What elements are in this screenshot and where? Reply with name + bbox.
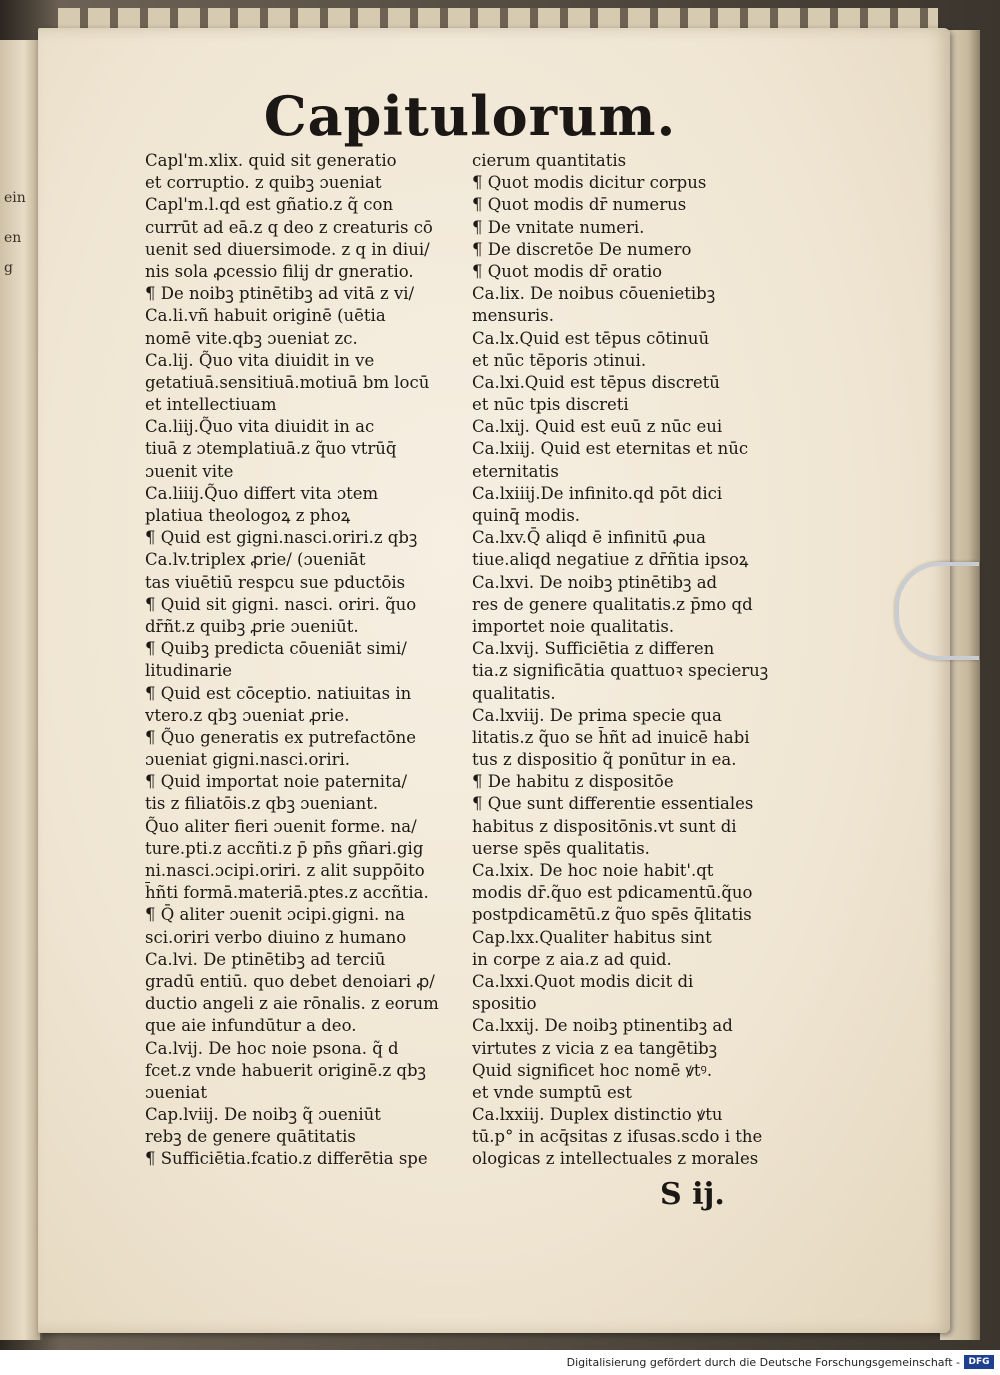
index-line: sci.oriri verbo diuino z humano [145,927,407,947]
page-heading: Capitulorum. [263,84,677,148]
index-line: currūt ad eā.z q deo z creaturis cō [145,217,433,237]
index-line: Ca.lxxij. De noibꝫ ptinentibꝫ ad [472,1016,733,1036]
index-line: ¶ Q̃uo generatis ex putrefactōne [145,727,417,747]
index-line: Ca.lxv.Q̄ aliqd ē infinitū ꝓua [472,528,706,548]
index-line: eternitatis [472,461,559,481]
index-line: importet noie qualitatis. [472,616,675,636]
index-line: Capl'm.xlix. quid sit generatio [145,151,397,170]
index-line: ¶ Que sunt differentie essentiales [472,794,754,814]
index-line: virtutes z vicia z ea tangētibꝫ [472,1038,718,1058]
index-line: getatiuā.sensitiuā.motiuā bm locū [145,372,430,392]
index-line: fcet.z vnde habuerit originē.z qbꝫ [145,1060,426,1080]
margin-fragment: ein [4,190,26,206]
index-line: spositio [472,994,537,1014]
index-line: tū.p° in acq̄sitas z ifusas.scdo i the [472,1127,763,1147]
index-line: ologicas z intellectuales z morales [472,1149,759,1169]
index-line: Cap.lviij. De noibꝫ q̃ ɔueniūt [145,1105,381,1125]
margin-fragment: en [4,230,22,246]
index-line: Ca.lxi.Quid est tēpus discretū [472,372,720,392]
index-line: dr̄ñt.z quibꝫ ꝓrie ɔueniūt. [145,616,359,636]
digitization-footer [0,1350,1000,1375]
index-line: ¶ Quot modis dicitur corpus [472,173,707,193]
index-line: ¶ De vnitate numeri. [472,217,645,237]
index-line: tus z dispositio q̃ ponūtur in ea. [472,750,737,770]
index-line: tiuā z ɔtemplatiuā.z q̃uo vtrūq̄ [145,439,397,459]
index-line: Ca.lvi. De ptinētibꝫ ad terciū [145,949,386,969]
index-line: Ca.lxix. De hoc noie habit'.qt [472,861,714,880]
index-line: platiua theologoꝝ z phoꝝ [145,506,351,525]
index-line: ¶ Sufficiētia.fcatio.z differētia spe [145,1149,428,1169]
index-line: ɔuenit vite [145,461,234,481]
index-line: ɔueniat [145,1082,208,1102]
index-line: et vnde sumptū est [472,1082,632,1102]
index-line: postpdicamētū.z q̃uo spēs q̄litatis [472,905,752,925]
index-line: et nūc tēporis ɔtinui. [472,350,647,370]
index-line: et nūc tpis discreti [472,395,629,415]
index-line: tia.z significātia quattuoꝛ specieruꝫ [472,661,769,681]
index-line: Ca.lxiij. Quid est eternitas et nūc [472,439,749,459]
index-line: habitus z dispositōnis.vt sunt di [472,816,737,836]
right-column [472,150,792,1171]
index-line: ¶ De discretōe De numero [472,239,692,259]
index-line: que aie infundūtur a deo. [145,1016,357,1036]
signature-mark: S ij. [660,1177,725,1212]
index-line: Quid significet hoc nomē ꝟtꝰ. [472,1060,713,1080]
dfg-logo: DFG [964,1355,994,1369]
index-line: Ca.lxvi. De noibꝫ ptinētibꝫ ad [472,572,718,592]
margin-fragment: g [4,260,13,276]
previous-page-edge [0,40,42,1340]
index-line: ductio angeli z aie rōnalis. z eorum [145,994,439,1014]
left-column [145,150,463,1171]
index-line: Ca.lij. Q̃uo vita diuidit in ve [145,350,375,370]
index-line: Ca.liiij.Q̃uo differt vita ɔtem [145,483,379,503]
index-line: ¶ Quid importat noie paternita/ [145,772,408,792]
index-line: h̄ñti formā.materiā.ptes.z accñtia. [145,883,429,903]
index-line: ¶ Quibꝫ predicta cōueniāt simi/ [145,639,407,659]
index-line: rebꝫ de genere quātitatis [145,1127,356,1147]
index-line: Ca.lxxi.Quot modis dicit di [472,971,694,991]
index-line: ¶ De noibꝫ ptinētibꝫ ad vitā z vi/ [145,284,415,304]
index-line: gradū entiū. quo debet denoiari ꝓ/ [145,971,435,991]
index-line: tiue.aliqd negatiue z dr̄ñtia ipsoꝝ [472,550,749,570]
index-line: res de genere qualitatis.z p̄mo qd [472,594,753,614]
index-line: Cap.lxx.Qualiter habitus sint [472,927,712,947]
index-line: modis dr̄.q̃uo est pdicamentū.q̃uo [472,883,753,903]
index-line: litatis.z q̃uo se h̄ñt ad inuicē habi [472,727,750,747]
index-line: ¶ Quid est cōceptio. natiuitas in [145,683,412,703]
index-line: Capl'm.l.qd est gñatio.z q̃ con [145,195,394,215]
index-line: ¶ Quot modis dr̄ numerus [472,195,687,215]
index-line: Ca.lxij. Quid est euū z nūc eui [472,417,723,437]
index-line: Ca.lxiiij.De infinito.qd pōt dici [472,483,723,503]
index-line: ¶ Quot modis dr̄ oratio [472,261,663,281]
index-line: tis z filiatōis.z qbꝫ ɔueniant. [145,794,379,814]
index-line: ɔueniat gigni.nasci.oriri. [145,750,351,770]
paper-clip [895,562,979,660]
index-line: Ca.lv.triplex ꝓrie/ (ɔueniāt [145,550,366,570]
index-line: Ca.lxvij. Sufficiētia z differen [472,639,715,659]
footer-credit: Digitalisierung gefördert durch die Deutsche Forschungsgemeinschaft - [566,1356,960,1369]
index-line: uenit sed diuersimode. z q in diui/ [145,239,430,259]
index-line: Ca.lvij. De hoc noie psona. q̃ d [145,1038,399,1058]
index-line: Ca.li.vñ habuit originē (uētia [145,306,386,326]
index-line: et intellectiuam [145,395,277,415]
index-line: nomē vite.qbꝫ ɔueniat zc. [145,328,358,348]
index-line: ni.nasci.ɔcipi.oriri. z alit suppōito [145,861,425,880]
index-line: mensuris. [472,306,555,326]
index-line: litudinarie [145,661,233,681]
index-line: Ca.lxviij. De prima specie qua [472,705,722,725]
index-line: tas viuētiū respcu sue pductōis [145,572,406,592]
index-line: Ca.lx.Quid est tēpus cōtinuū [472,328,710,348]
index-line: ¶ Quid sit gigni. nasci. oriri. q̃uo [145,594,417,614]
index-line: uerse spēs qualitatis. [472,838,650,858]
index-line: ¶ De habitu z dispositōe [472,772,674,792]
index-line: Ca.lxxiij. Duplex distinctio ꝟtu [472,1105,723,1125]
index-line: cierum quantitatis [472,151,627,170]
index-line: ¶ Q̄ aliter ɔuenit ɔcipi.gigni. na [145,905,405,925]
index-line: Q̃uo aliter fieri ɔuenit forme. na/ [145,816,417,836]
index-line: ¶ Quid est gigni.nasci.oriri.z qbꝫ [145,528,418,548]
index-line: qualitatis. [472,683,556,703]
index-line: in corpe z aia.z ad quid. [472,949,672,969]
index-line: nis sola ꝓcessio filij dr gneratio. [145,261,414,281]
index-line: vtero.z qbꝫ ɔueniat ꝓrie. [145,705,350,725]
index-line: ture.pti.z accñti.z p̄ pn̄s gñari.gig [145,838,424,858]
index-line: Ca.lix. De noibus cōuenietibꝫ [472,284,716,304]
index-line: et corruptio. z quibꝫ ɔueniat [145,173,382,193]
index-line: Ca.liij.Q̃uo vita diuidit in ac [145,417,375,437]
index-line: quinq̄ modis. [472,506,581,525]
